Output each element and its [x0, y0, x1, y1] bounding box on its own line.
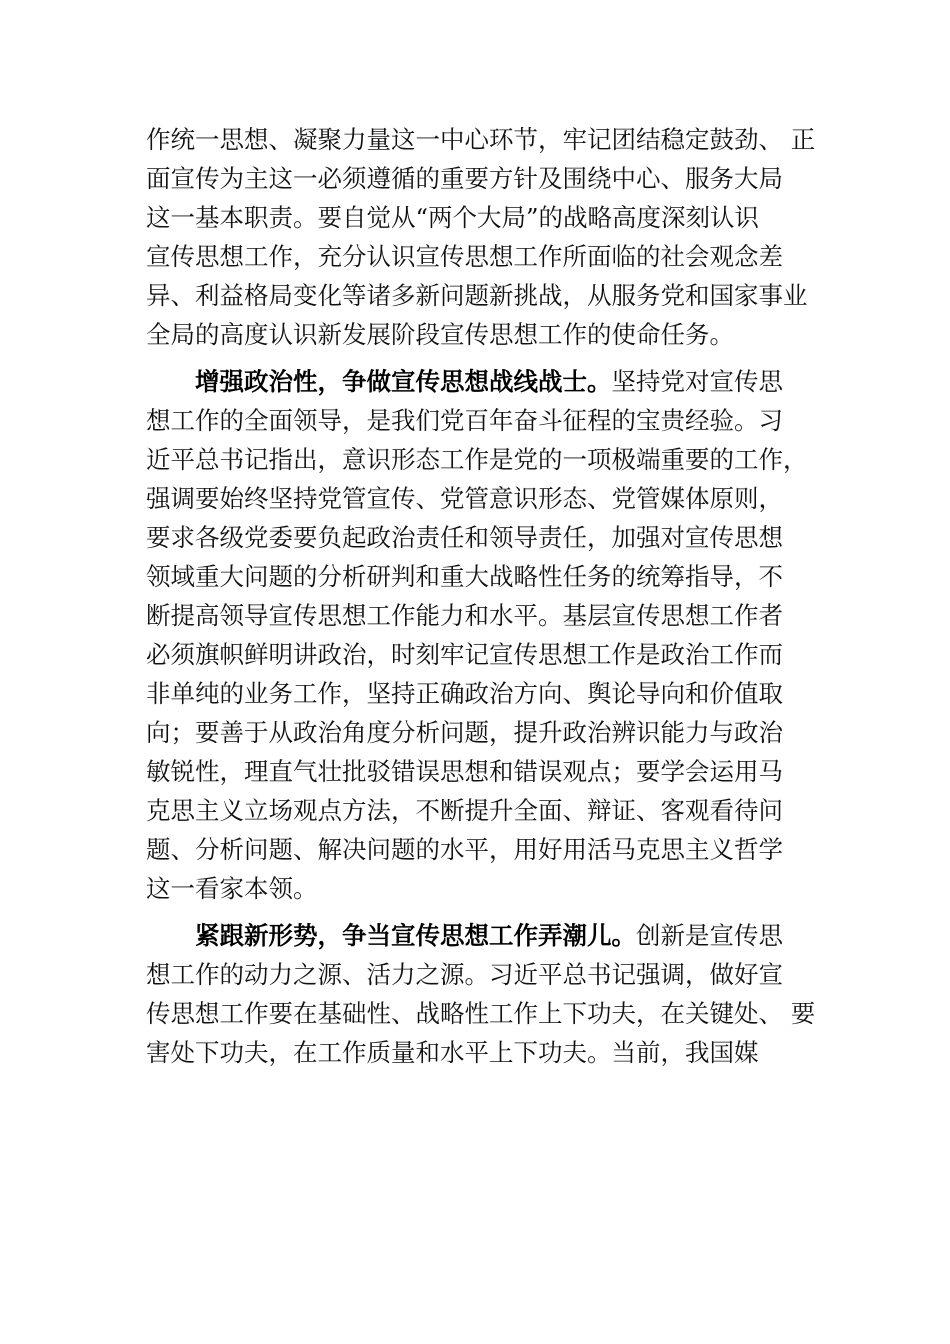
text-line: 这一看家本领。: [146, 874, 318, 903]
section-heading: 增强政治性，争做宣传思想战线战士。: [195, 367, 612, 396]
section-heading: 紧跟新形势，争当宣传思想工作弄潮儿。: [195, 921, 636, 950]
text-line: 近平总书记指出，意识形态工作是党的一项极端重要的工作，: [146, 445, 808, 474]
paragraph-first-line: [146, 362, 822, 401]
text-line: 断提高领导宣传思想工作能力和水平。基层宣传思想工作者: [146, 601, 783, 630]
text-line: 要求各级党委要负起政治责任和领导责任，加强对宣传思想: [146, 523, 783, 552]
document-body: [146, 120, 822, 1072]
text-line: 敏锐性，理直气壮批驳错误思想和错误观点；要学会运用马: [146, 757, 783, 786]
text-line: 克思主义立场观点方法，不断提升全面、辩证、客观看待问: [146, 796, 783, 825]
text-line: 害处下功夫，在工作质量和水平上下功夫。当前，我国媒: [146, 1038, 759, 1067]
text-line: 非单纯的业务工作，坚持正确政治方向、舆论导向和价值取: [146, 679, 783, 708]
paragraph-political: [146, 362, 822, 908]
text-line: 想工作的动力之源、活力之源。习近平总书记强调，做好宣: [146, 960, 783, 989]
paragraph-gap: [146, 354, 822, 362]
paragraph-continuation: [146, 120, 822, 354]
text-line: 传思想工作要在基础性、战略性工作上下功夫，在关键处、 要: [146, 999, 816, 1028]
text-fragment: 创新是宣传思: [636, 921, 783, 950]
text-line: 异、利益格局变化等诸多新问题新挑战，从服务党和国家事业: [146, 281, 808, 310]
paragraph-new-situation: [146, 916, 822, 1072]
text-line: 强调要始终坚持党管宣传、党管意识形态、党管媒体原则，: [146, 484, 783, 513]
text-line: 想工作的全面领导，是我们党百年奋斗征程的宝贵经验。习: [146, 406, 783, 435]
paragraph-first-line: [146, 916, 822, 955]
text-line: 作统一思想、凝聚力量这一中心环节，牢记团结稳定鼓劲、 正: [146, 125, 816, 154]
text-line: 全局的高度认识新发展阶段宣传思想工作的使命任务。: [146, 320, 734, 349]
text-line: 必须旗帜鲜明讲政治，时刻牢记宣传思想工作是政治工作而: [146, 640, 783, 669]
text-line: 宣传思想工作，充分认识宣传思想工作所面临的社会观念差: [146, 242, 783, 271]
text-line: 这一基本职责。要自觉从“两个大局”的战略高度深刻认识: [146, 203, 760, 232]
text-line: 领域重大问题的分析研判和重大战略性任务的统筹指导，不: [146, 562, 783, 591]
text-line: 向；要善于从政治角度分析问题，提升政治辨识能力与政治: [146, 718, 783, 747]
text-fragment: 坚持党对宣传思: [611, 367, 783, 396]
paragraph-gap: [146, 908, 822, 916]
text-line: 面宣传为主这一必须遵循的重要方针及围绕中心、服务大局: [146, 164, 783, 193]
text-line: 题、分析问题、解决问题的水平，用好用活马克思主义哲学: [146, 835, 783, 864]
